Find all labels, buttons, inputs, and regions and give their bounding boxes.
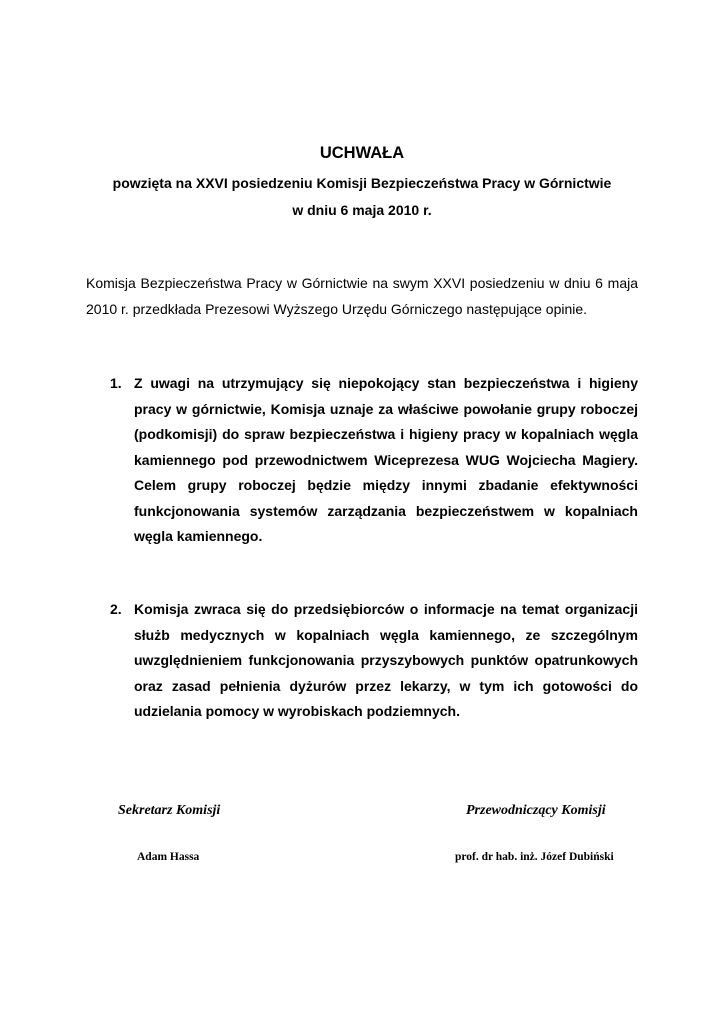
secretary-role: Sekretarz Komisji: [118, 803, 221, 818]
chairman-role: Przewodniczący Komisji: [466, 803, 606, 818]
list-item: [110, 371, 638, 550]
document-title: UCHWAŁA: [319, 144, 405, 162]
intro-paragraph: Komisja Bezpieczeństwa Pracy w Górnictwie na swym XXVI posiedzeniu w dniu 6 maja 2010 r. przedkłada Prezesowi Wyższego Urzędu Górniczego następujące opinie.: [86, 275, 638, 317]
document-date: w dniu 6 maja 2010 r.: [292, 202, 432, 218]
list-item: [110, 597, 638, 725]
chairman-name: prof. dr hab. inż. Józef Dubiński: [455, 851, 614, 863]
list-item-number: 2.: [110, 601, 122, 617]
list-item-text: Komisja zwraca się do przedsiębiorców o informacje na temat organizacji służb medycznych w kopalniach węgla kamiennego, ze szczególnym uwzględnieniem funkcjonowania przyszybowych punktów opatrunkowych oraz zasad pełnienia dyżurów przez lekarzy, w tym ich gotowości do udzielania pomocy w wyrobiskach podziemnych.: [134, 601, 638, 719]
document-subtitle: powzięta na XXVI posiedzeniu Komisji Bezpieczeństwa Pracy w Górnictwie: [112, 175, 612, 191]
list-item-number: 1.: [110, 375, 122, 391]
secretary-name: Adam Hassa: [137, 851, 200, 863]
list-item-text: Z uwagi na utrzymujący się niepokojący stan bezpieczeństwa i higieny pracy w górnictwie, Komisja uznaje za właściwe powołanie grupy roboczej (podkomisji) do spraw bezpieczeństwa i higieny pracy w kopalniach węgla kamiennego pod przewodnictwem Wiceprezesa WUG Wojciecha Magiery. Celem grupy roboczej będzie między innymi zbadanie efektywności funkcjonowania systemów zarządzania bezpieczeństwem w kopalniach węgla kamiennego.: [134, 375, 638, 544]
